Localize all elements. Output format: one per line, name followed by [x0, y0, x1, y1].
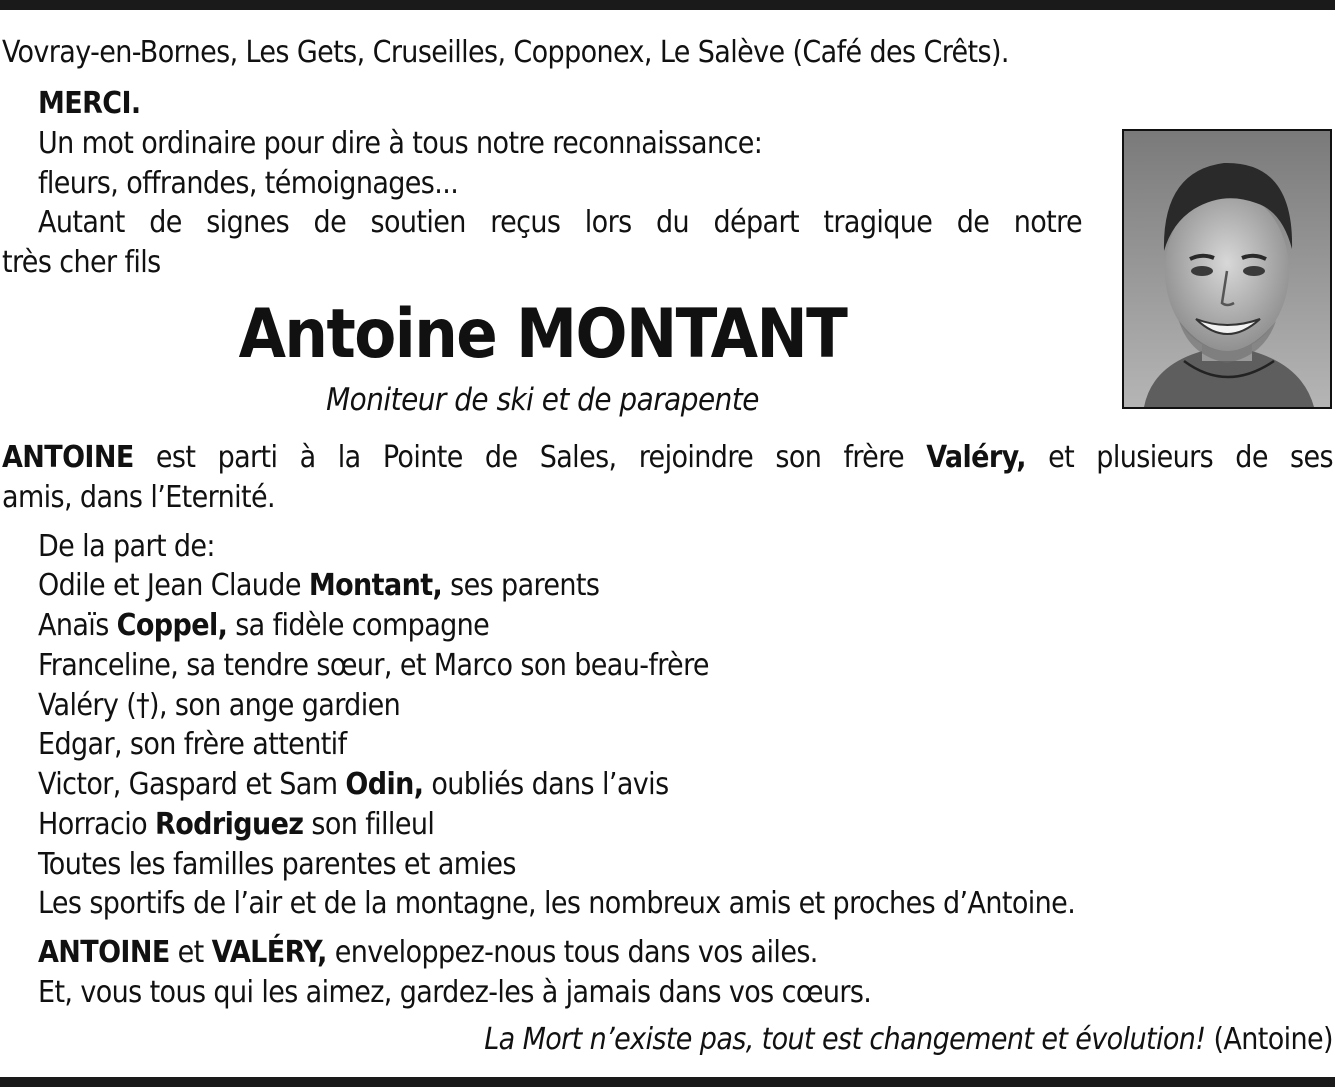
family-godson-post: son filleul — [303, 807, 435, 842]
announcement-name-antoine: ANTOINE — [2, 440, 134, 475]
deceased-profession: Moniteur de ski et de parapente — [326, 382, 759, 418]
announcement-line-2: amis, dans l’Eternité. — [2, 480, 275, 515]
family-parents-name: Montant, — [308, 568, 443, 603]
closing-name-antoine: ANTOINE — [38, 935, 170, 970]
family-odin-post: oubliés dans l’avis — [423, 767, 669, 802]
closing-name-valery: VALÉRY, — [211, 935, 327, 970]
closing-et: et — [169, 935, 212, 970]
merci-line-3: Autant de signes de soutien reçus lors du départ tragique de notre — [38, 205, 1082, 240]
merci-line-4: très cher fils — [2, 245, 161, 280]
merci-title: MERCI. — [38, 86, 141, 121]
family-intro: De la part de: — [38, 529, 215, 564]
top-rule — [0, 0, 1335, 10]
merci-line-2: fleurs, offrandes, témoignages... — [38, 166, 459, 201]
family-parents-pre: Odile et Jean Claude — [38, 568, 309, 603]
announcement-text-2: et plusieurs de ses — [1025, 440, 1333, 475]
family-companion-name: Coppel, — [116, 608, 228, 643]
family-brother-valery: Valéry (†), son ange gardien — [38, 688, 401, 723]
header-places: Vovray-en-Bornes, Les Gets, Cruseilles, Copponex, Le Salève (Café des Crêts). — [2, 35, 1009, 70]
bottom-rule — [0, 1077, 1335, 1087]
quote-author: (Antoine) — [1205, 1022, 1333, 1057]
quote-text: La Mort n’existe pas, tout est changement et évolution! — [484, 1022, 1206, 1057]
family-odin-pre: Victor, Gaspard et Sam — [38, 767, 346, 802]
family-godson — [38, 805, 434, 845]
family-parents-post: ses parents — [442, 568, 600, 603]
announcement-line-1 — [2, 438, 1333, 478]
announcement-name-valery: Valéry, — [926, 440, 1026, 475]
closing-text-1: enveloppez-nous tous dans vos ailes. — [326, 935, 818, 970]
portrait-photo — [1122, 129, 1332, 409]
family-odin — [38, 765, 669, 805]
closing-quote — [484, 1020, 1333, 1060]
closing-line-2: Et, vous tous qui les aimez, gardez-les à jamais dans vos cœurs. — [38, 975, 872, 1010]
family-brother-edgar: Edgar, son frère attentif — [38, 727, 347, 762]
family-sister: Franceline, sa tendre sœur, et Marco son beau-frère — [38, 648, 709, 683]
closing-line-1 — [38, 933, 818, 973]
family-godson-pre: Horracio — [38, 807, 156, 842]
family-companion-pre: Anaïs — [38, 608, 117, 643]
family-relatives: Toutes les familles parentes et amies — [38, 847, 516, 882]
family-odin-name: Odin, — [345, 767, 424, 802]
merci-line-1: Un mot ordinaire pour dire à tous notre reconnaissance: — [38, 126, 763, 161]
family-parents — [38, 566, 599, 606]
family-godson-name: Rodriguez — [155, 807, 304, 842]
announcement-text-1: est parti à la Pointe de Sales, rejoindre son frère — [133, 440, 927, 475]
family-friends: Les sportifs de l’air et de la montagne, les nombreux amis et proches d’Antoine. — [38, 886, 1076, 921]
portrait-illustration — [1124, 131, 1330, 407]
deceased-name: Antoine MONTANT — [238, 295, 847, 374]
family-companion — [38, 606, 489, 646]
family-companion-post: sa fidèle compagne — [227, 608, 490, 643]
